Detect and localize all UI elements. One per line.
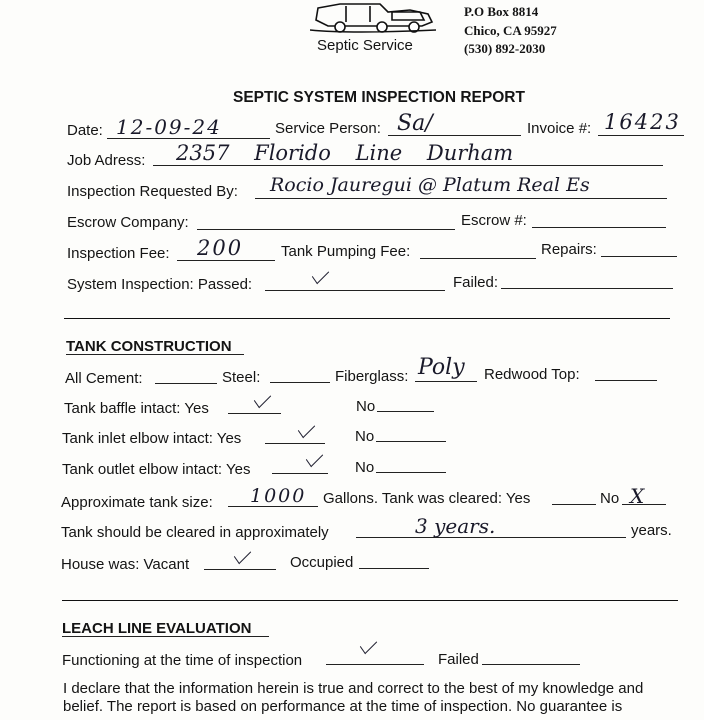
redwood-top-label: Redwood Top: <box>484 366 580 383</box>
passed-line <box>265 290 445 291</box>
redwood-top-line <box>595 380 657 381</box>
years-label: years. <box>631 522 672 539</box>
cleared-in-value[interactable]: 3 years. <box>415 514 496 538</box>
invoice-line <box>598 135 684 136</box>
vacant-check-icon[interactable] <box>234 545 251 565</box>
repairs-line <box>601 256 677 257</box>
functioning-check-icon[interactable] <box>360 635 377 655</box>
outlet-no-label: No <box>355 459 375 476</box>
escrow-number-line <box>532 227 666 228</box>
occupied-label: Occupied <box>290 554 354 571</box>
outlet-no-line <box>376 472 446 473</box>
leach-line-underline <box>62 636 269 637</box>
cleared-no-label: No <box>600 490 620 507</box>
baffle-yes-line <box>228 413 281 414</box>
gallons-cleared-label: Gallons. Tank was cleared: Yes <box>323 490 531 507</box>
inspection-fee-value[interactable]: 200 <box>197 236 244 260</box>
fiberglass-value[interactable]: Poly <box>418 355 465 380</box>
inlet-no-line <box>376 441 446 442</box>
outlet-yes-check-icon[interactable] <box>306 448 323 468</box>
inlet-yes-line <box>265 443 325 444</box>
baffle-no-line <box>377 411 434 412</box>
cleared-in-label: Tank should be cleared in approximately <box>61 524 329 541</box>
functioning-line <box>326 664 424 665</box>
occupied-line <box>359 568 429 569</box>
phone-number: (530) 892-2030 <box>464 41 546 56</box>
service-person-value[interactable]: Sa/ <box>397 111 433 136</box>
baffle-no-label: No <box>356 398 376 415</box>
requested-by-label: Inspection Requested By: <box>67 183 238 200</box>
leach-failed-line <box>482 664 580 665</box>
fiberglass-label: Fiberglass: <box>335 368 409 385</box>
leach-line-heading: LEACH LINE EVALUATION <box>62 620 252 637</box>
steel-label: Steel: <box>222 369 261 386</box>
invoice-value[interactable]: 16423 <box>604 110 681 134</box>
escrow-company-label: Escrow Company: <box>67 214 189 231</box>
declaration-line-2: belief. The report is based on performance at the time of inspection. No guarantee is <box>63 698 623 715</box>
inspection-fee-line <box>177 260 275 261</box>
passed-check-icon[interactable] <box>312 265 329 285</box>
requested-by-value[interactable]: Rocio Jauregui @ Platum Real Es <box>270 174 590 196</box>
tank-size-value[interactable]: 1000 <box>250 485 307 507</box>
septic-truck-icon <box>310 0 440 36</box>
report-title: SEPTIC SYSTEM INSPECTION REPORT <box>233 89 525 106</box>
tank-pumping-fee-line <box>420 258 536 259</box>
section-divider-1 <box>64 318 670 319</box>
all-cement-line <box>155 383 217 384</box>
declaration-line-1: I declare that the information herein is true and correct to the best of my knowledge and <box>63 680 644 697</box>
company-caption: Septic Service <box>317 37 413 54</box>
house-vacant-label: House was: Vacant <box>61 556 190 573</box>
inlet-yes-check-icon[interactable] <box>298 419 315 439</box>
job-address-line <box>153 165 663 166</box>
cleared-no-mark[interactable]: X <box>630 484 645 508</box>
baffle-yes-check-icon[interactable] <box>254 389 271 409</box>
date-value[interactable]: 12-09-24 <box>116 115 222 139</box>
failed-line <box>501 288 673 289</box>
invoice-label: Invoice #: <box>527 120 592 137</box>
inlet-no-label: No <box>355 428 375 445</box>
system-inspection-label: System Inspection: Passed: <box>67 276 253 293</box>
address-line-2: Chico, CA 95927 <box>464 23 557 38</box>
inlet-label: Tank inlet elbow intact: Yes <box>62 430 242 447</box>
cleared-yes-line <box>552 504 596 505</box>
inspection-fee-label: Inspection Fee: <box>67 245 170 262</box>
address-line-1: P.O Box 8814 <box>464 4 539 19</box>
repairs-label: Repairs: <box>541 241 597 258</box>
tank-pumping-fee-label: Tank Pumping Fee: <box>281 243 411 260</box>
all-cement-label: All Cement: <box>65 370 143 387</box>
escrow-number-label: Escrow #: <box>461 212 527 229</box>
requested-by-line <box>255 198 667 199</box>
failed-label: Failed: <box>453 274 499 291</box>
section-divider-2 <box>62 600 678 601</box>
date-label: Date: <box>67 122 103 139</box>
tank-size-label: Approximate tank size: <box>61 494 213 511</box>
escrow-company-line <box>197 229 455 230</box>
job-address-value[interactable]: 2357 Florido Line Durham <box>176 141 514 165</box>
outlet-yes-line <box>272 473 328 474</box>
vacant-line <box>204 569 276 570</box>
fiberglass-line <box>415 381 477 382</box>
service-person-label: Service Person: <box>275 120 381 137</box>
tank-construction-underline <box>66 354 244 355</box>
tank-construction-heading: TANK CONSTRUCTION <box>66 338 232 355</box>
leach-failed-label: Failed <box>438 651 479 668</box>
functioning-label: Functioning at the time of inspection <box>62 652 303 669</box>
baffle-label: Tank baffle intact: Yes <box>64 400 209 417</box>
job-address-label: Job Adress: <box>67 152 146 169</box>
outlet-label: Tank outlet elbow intact: Yes <box>62 461 251 478</box>
truck-logo <box>310 0 440 36</box>
steel-line <box>270 382 330 383</box>
